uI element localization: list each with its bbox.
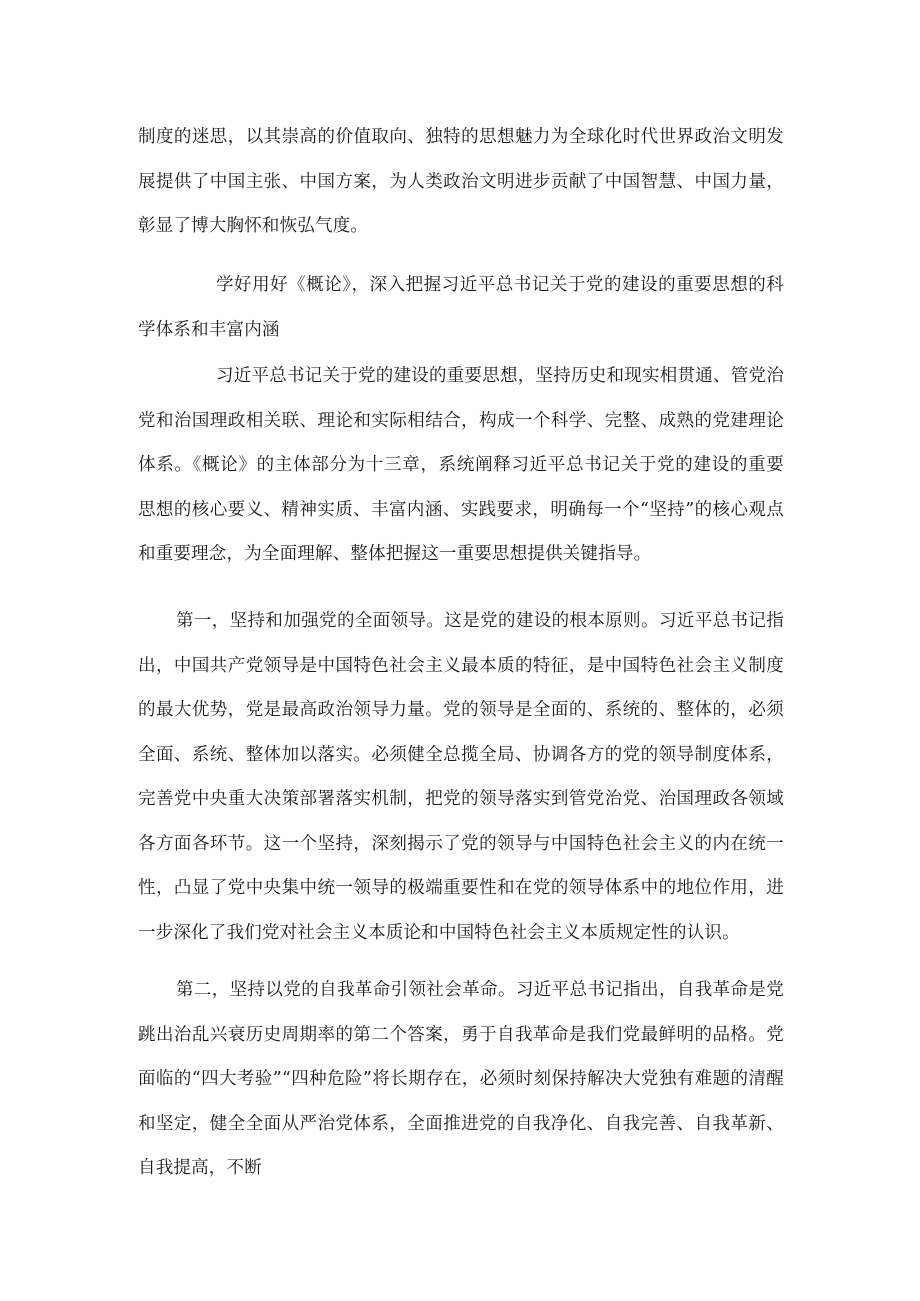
paragraph-point-two: 第二，坚持以党的自我革命引领社会革命。习近平总书记指出，自我革命是党跳出治乱兴衰历史周期率的第二个答案，勇于自我革命是我们党最鲜明的品格。党面临的“四大考验”“四种危险”将长期存在，必须时刻保持解决大党独有难题的清醒和坚定，健全全面从严治党体系，全面推进党的自我净化、自我完善、自我革新、自我提高，不断 xyxy=(138,980,784,1178)
paragraph-point-one: 第一，坚持和加强党的全面领导。这是党的建设的根本原则。习近平总书记指出，中国共产党领导是中国特色社会主义最本质的特征，是中国特色社会主义制度的最大优势，党是最高政治领导力量。党的领导是全面的、系统的、整体的，必须全面、系统、整体加以落实。必须健全总揽全局、协调各方的党的领导制度体系，完善党中央重大决策部署落实机制，把党的领导落实到管党治党、治国理政各领域各方面各环节。这一个坚持，深刻揭示了党的领导与中国特色社会主义的内在统一性，凸显了党中央集中统一领导的极端重要性和在党的领导体系中的地位作用，进一步深化了我们党对社会主义本质论和中国特色社会主义本质规定性的认识。 xyxy=(138,611,784,943)
section-heading: 学好用好《概论》，深入把握习近平总书记关于党的建设的重要思想的科学体系和丰富内涵 xyxy=(138,275,784,340)
paragraph-continuation: 制度的迷思，以其崇高的价值取向、独特的思想魅力为全球化时代世界政治文明发展提供了中国主张、中国方案，为人类政治文明进步贡献了中国智慧、中国力量，彰显了博大胸怀和恢弘气度。 xyxy=(138,127,784,236)
paragraph-intro: 习近平总书记关于党的建设的重要思想，坚持历史和现实相贯通、管党治党和治国理政相关联、理论和实际相结合，构成一个科学、完整、成熟的党建理论体系。《概论》的主体部分为十三章，系统阐释习近平总书记关于党的建设的重要思想的核心要义、精神实质、丰富内涵、实践要求，明确每一个“坚持”的核心观点和重要理念，为全面理解、整体把握这一重要思想提供关键指导。 xyxy=(138,366,784,564)
